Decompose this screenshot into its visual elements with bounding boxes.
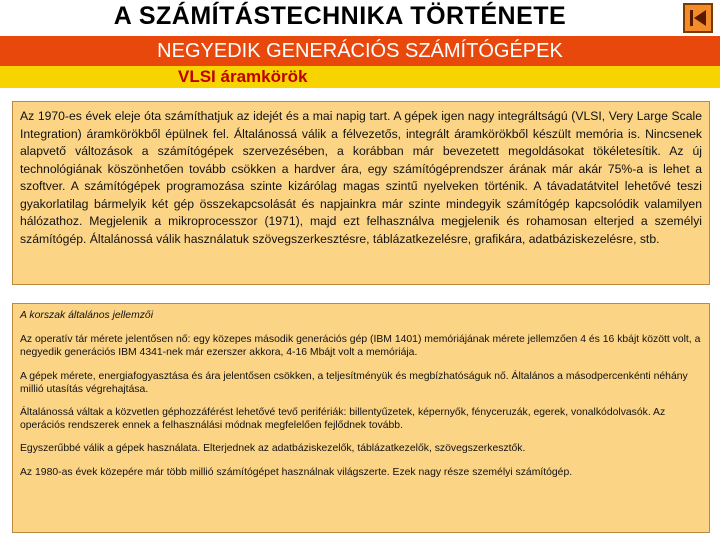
feature-item-size: A gépek mérete, energiafogyasztása és ára jelentősen csökken, a teljesítményük és megbízhatóságuk nő. Általános a másodpercenkénti néhány millió utasítás végrehajtása. [20, 370, 688, 395]
feature-item-peripherals: Általánossá váltak a közvetlen géphozzáférést lehetővé tevő perifériák: billentyűzetek, képernyők, fényceruzák, egerek, vonalkódolvasók. Az operációs rendszerek ennek a felhasználási módnak megfelelően fejlődnek tovább. [20, 407, 666, 432]
section-title: VLSI áramkörök [178, 67, 308, 86]
title-band [0, 36, 720, 66]
back-to-start-icon [688, 8, 708, 28]
page-subtitle: NEGYEDIK GENERÁCIÓS SZÁMÍTÓGÉPEK [157, 40, 563, 62]
section-band [0, 66, 720, 88]
intro-text: Az 1970-es évek eleje óta számíthatjuk az idejét és a mai napig tart. A gépek igen nagy integráltságú (VLSI, Very Large Scale Integration) áramkörökből épülnek fel. Általánossá válik a félvezetős, integrált áramkörökből készült memória is. Nincsenek alapvető változások a számítógépek szervezésében, a korábban már bevezetett megoldásokat tökéletesítik. Az új technológiának köszönhetően tovább csökken a hardver ára, egy számítógéprendszer árának már akár 75%-a is lehet a szoftver. A számítógépek programozása szinte kizárólag magas szintű nyelveken történik. A távadatátvitel lehetővé teszi gyakorlatilag bármelyik két gép összekapcsolását és napjainkra már szinte mindegyik számítógép kapcsolódik valamilyen hálózathoz. Megjelenik a mikroprocesszor (1971), majd ezt felhasználva megjelenik és rohamosan elterjed a személyi számítógép. Általánossá válik használatuk szövegszerkesztésre, táblázatkezelésre, grafikára, adatbáziskezelésre, stb. [20, 109, 702, 246]
back-button[interactable] [683, 3, 713, 33]
feature-item-software: Egyszerűbbé válik a gépek használata. Elterjednek az adatbáziskezelők, táblázatkezelők, szövegszerkesztők. [20, 443, 526, 455]
features-box [12, 303, 710, 533]
intro-box [12, 101, 710, 285]
page-title: A SZÁMÍTÁSTECHNIKA TÖRTÉNETE [113, 2, 567, 30]
feature-item-memory: Az operatív tár mérete jelentősen nő: egy közepes második generációs gép (IBM 1401) memóriájának mérete jellemzően 4 és 16 kbájt között volt, a negyedik generációs IBM 4341-nek már ezerszer akkora, 4-16 Mbájt volt a memóriája. [20, 334, 701, 359]
feature-item-adoption: Az 1980-as évek közepére már több millió számítógépet használnak világszerte. Ezek nagy része személyi számítógép. [20, 466, 573, 478]
features-heading: A korszak általános jellemzői [20, 310, 154, 321]
